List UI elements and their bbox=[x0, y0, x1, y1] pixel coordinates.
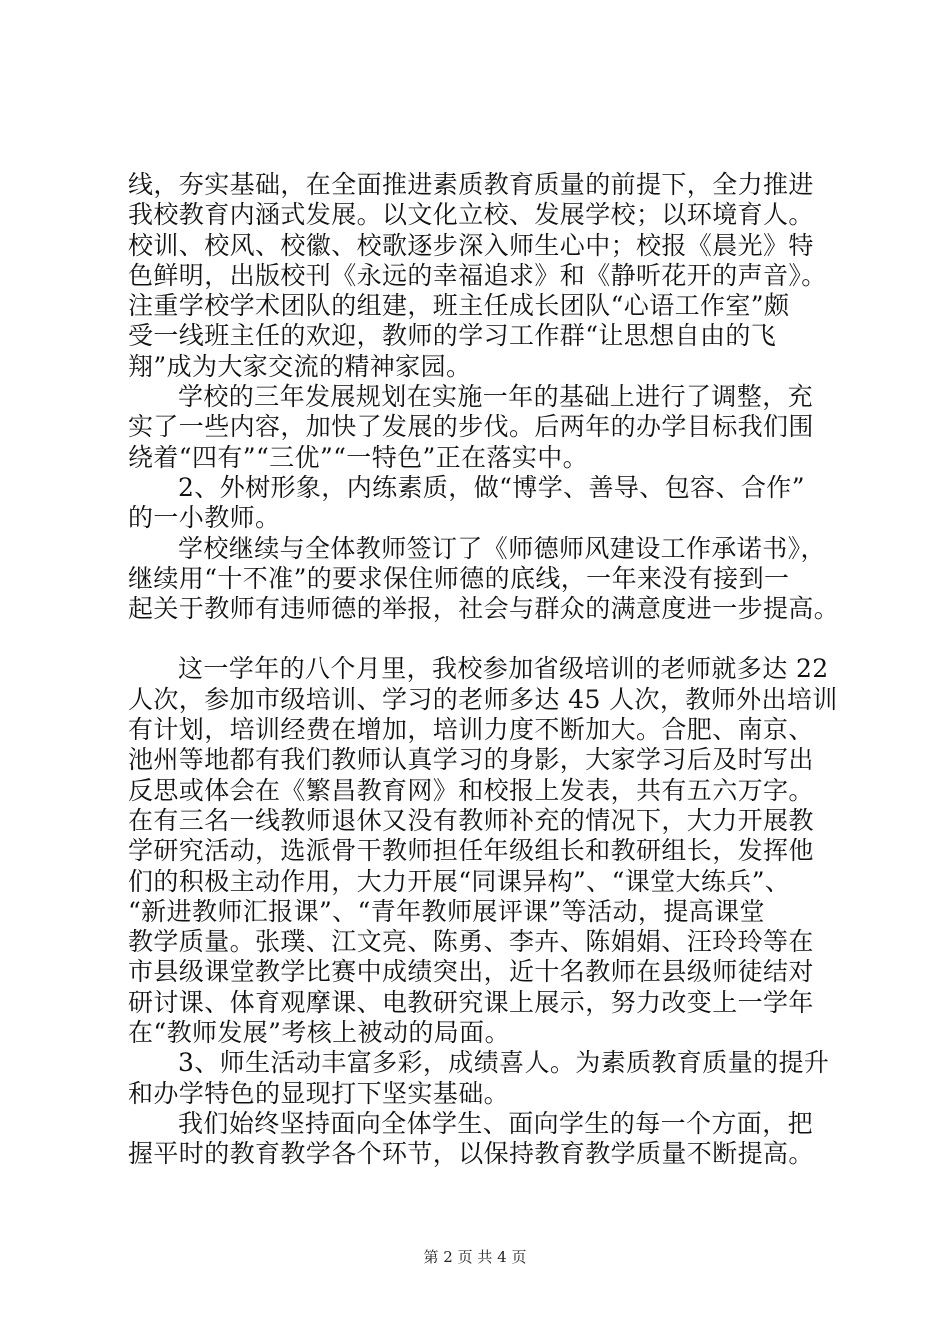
text-line: 线，夯实基础，在全面推进素质教育质量的前提下，全力推进 bbox=[128, 170, 814, 199]
text-line: 校训、校风、校徽、校歌逐步深入师生心中；校报《晨光》特 bbox=[128, 230, 814, 260]
text-line: 教学质量。张璞、江文亮、陈勇、李卉、陈娟娟、汪玲玲等在 bbox=[128, 927, 814, 957]
text-line: 绕着“四有”“三优”“一特色”正在落实中。 bbox=[128, 442, 589, 472]
text-line: 起关于教师有违师德的举报，社会与群众的满意度进一步提高。 bbox=[128, 594, 840, 624]
text-line: 翔”成为大家交流的精神家园。 bbox=[128, 351, 472, 381]
text-line: 反思或体会在《繁昌教育网》和校报上发表，共有五六万字。 bbox=[128, 775, 814, 805]
text-line: 注重学校学术团队的组建，班主任成长团队“心语工作室”颇 bbox=[128, 291, 790, 321]
document-body bbox=[128, 170, 848, 1170]
text-line: 学校的三年发展规划在实施一年的基础上进行了调整，充 bbox=[178, 382, 814, 412]
text-line: 我们始终坚持面向全体学生、面向学生的每一个方面，把 bbox=[178, 1108, 814, 1138]
paragraph-gap bbox=[128, 624, 848, 654]
text-line: 受一线班主任的欢迎，教师的学习工作群“让思想自由的飞 bbox=[128, 321, 777, 351]
text-line: 我校教育内涵式发展。以文化立校、发展学校；以环境育人。 bbox=[128, 200, 814, 230]
text-line: 这一学年的八个月里，我校参加省级培训的老师就多达 22 bbox=[178, 654, 829, 684]
text-line: 在“教师发展”考核上被动的局面。 bbox=[128, 1018, 510, 1048]
text-line: 学校继续与全体教师签订了《师德师风建设工作承诺书》， bbox=[178, 533, 826, 563]
text-line: 研讨课、体育观摩课、电教研究课上展示，努力改变上一学年 bbox=[128, 987, 814, 1017]
text-line: 人次，参加市级培训、学习的老师多达 45 人次，教师外出培训 bbox=[128, 684, 838, 714]
text-line: 2、外树形象，内练素质，做“博学、善导、包容、合作” bbox=[178, 472, 805, 502]
text-line: “新进教师汇报课”、“青年教师展评课”等活动，提高课堂 bbox=[128, 896, 765, 926]
page-footer: 第 2 页 共 4 页 bbox=[423, 1248, 527, 1266]
text-line: 市县级课堂教学比赛中成绩突出，近十名教师在县级师徒结对 bbox=[128, 957, 814, 987]
text-line: 3、师生活动丰富多彩，成绩喜人。为素质教育质量的提升 bbox=[178, 1048, 830, 1078]
text-line: 的一小教师。 bbox=[128, 503, 281, 533]
text-line: 实了一些内容，加快了发展的步伐。后两年的办学目标我们围 bbox=[128, 412, 814, 442]
text-line: 握平时的教育教学各个环节，以保持教育教学质量不断提高。 bbox=[128, 1139, 814, 1169]
text-line: 在有三名一线教师退休又没有教师补充的情况下，大力开展教 bbox=[128, 805, 814, 835]
text-line: 学研究活动，选派骨干教师担任年级组长和教研组长，发挥他 bbox=[128, 836, 814, 866]
text-line: 池州等地都有我们教师认真学习的身影，大家学习后及时写出 bbox=[128, 745, 814, 775]
text-line: 和办学特色的显现打下坚实基础。 bbox=[128, 1078, 510, 1108]
text-line: 继续用“十不准”的要求保住师德的底线，一年来没有接到一 bbox=[128, 563, 790, 593]
text-line: 色鲜明，出版校刊《永远的幸福追求》和《静听花开的声音》。 bbox=[128, 260, 827, 290]
text-line: 有计划，培训经费在增加，培训力度不断加大。合肥、南京、 bbox=[128, 715, 814, 745]
text-line: 们的积极主动作用，大力开展“同课异构”、“课堂大练兵”、 bbox=[128, 866, 791, 896]
